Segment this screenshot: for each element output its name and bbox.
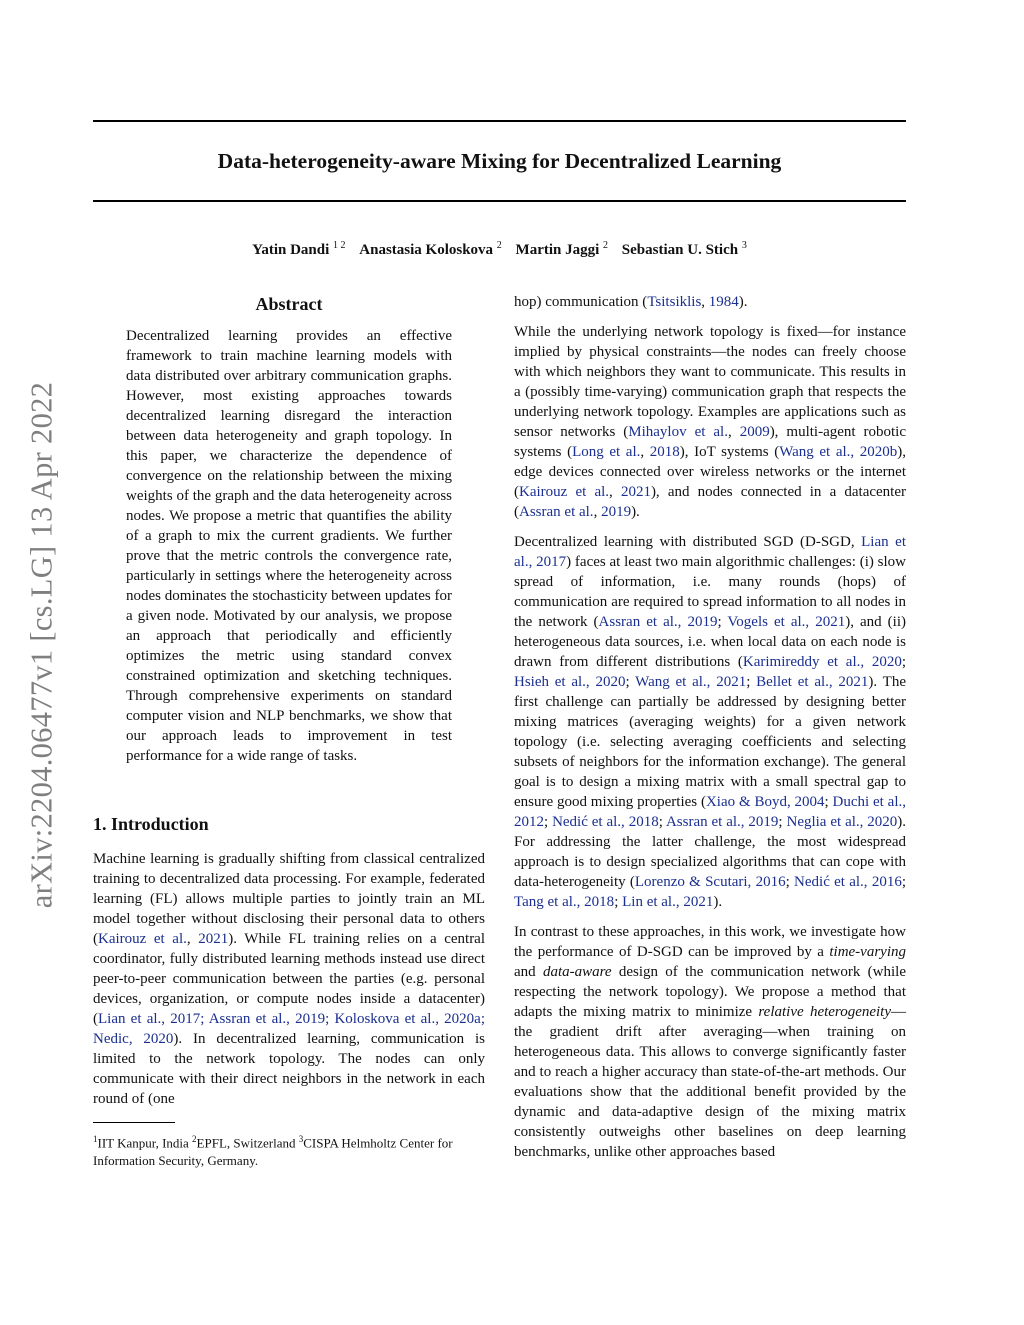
- title-bottom-rule: [93, 200, 906, 202]
- author-list: [93, 236, 906, 260]
- body-paragraph: hop) communication (Tsitsiklis, 1984).: [514, 294, 748, 310]
- author-name: Sebastian U. Stich: [621, 242, 739, 258]
- citation-link[interactable]: Wang et al., 2020b: [779, 444, 898, 460]
- author: [359, 242, 502, 258]
- left-column: [93, 292, 485, 1170]
- citation-link[interactable]: 2021: [620, 484, 651, 500]
- citation-link[interactable]: Tsitsiklis: [647, 294, 702, 310]
- citation-link[interactable]: Nedić et al., 2016: [794, 874, 902, 890]
- citation-link[interactable]: 1984: [708, 294, 739, 310]
- citation-link[interactable]: Kairouz et al.: [98, 931, 187, 947]
- citation-link[interactable]: 2021: [198, 931, 229, 947]
- affiliation-footnote: $^1$IIT Kanpur, India $^2$EPFL, Switzerland $^3$CISPA Helmholtz Center for Information Security, Germany.: [93, 1134, 453, 1169]
- footnote-rule: [93, 1122, 175, 1123]
- citation-link[interactable]: Wang et al., 2021: [635, 674, 747, 690]
- paper-title: Data-heterogeneity-aware Mixing for Decentralized Learning: [217, 149, 782, 173]
- author-name: Martin Jaggi: [515, 242, 600, 258]
- section-heading-introduction: 1. Introduction: [93, 814, 209, 834]
- author: [516, 242, 609, 258]
- author: [252, 242, 345, 258]
- citation-link[interactable]: Duchi et al., 2012: [514, 794, 906, 830]
- citation-link[interactable]: Nedić et al., 2018: [552, 814, 659, 830]
- citation-link[interactable]: Lian et al., 2017; Assran et al., 2019; Koloskova et al., 2020a; Nedic, 2020: [93, 1011, 485, 1047]
- citation-link[interactable]: Tang et al., 2018: [514, 894, 615, 910]
- citation-link[interactable]: Lorenzo & Scutari, 2016: [634, 874, 786, 890]
- arxiv-identifier: arXiv:2204.06477v1 [cs.LG] 13 Apr 2022: [24, 381, 59, 909]
- citation-link[interactable]: Assran et al., 2019: [598, 614, 718, 630]
- citation-link[interactable]: 2018: [649, 444, 680, 460]
- citation-link[interactable]: Assran et al.: [519, 504, 594, 520]
- citation-link[interactable]: Long et al.: [572, 444, 641, 460]
- abstract-text: Decentralized learning provides an effective framework to train machine learning models with data distributed over arbitrary communication graphs. However, most existing approaches towards decentralized learning disregard the interaction between data heterogeneity and graph topology. In this paper, we characterize the dependence of convergence on the relationship between the mixing weights of the graph and the data heterogeneity across nodes. We propose a metric that quantifies the ability of a graph to mix the current gradients. We further prove that the metric controls the convergence rate, particularly in settings where the heterogeneity across nodes dominates the stochasticity between updates for a given node. Motivated by our analysis, we propose an approach that periodically and efficiently optimizes the metric using standard convex constrained optimization and sketching techniques. Through comprehensive experiments on standard computer vision and NLP benchmarks, we show that our approach leads to improvement in test performance for a wide range of tasks.: [126, 328, 452, 764]
- citation-link[interactable]: Xiao & Boyd, 2004: [705, 794, 825, 810]
- title-top-rule: [93, 120, 906, 122]
- citation-link[interactable]: Karimireddy et al., 2020: [742, 654, 902, 670]
- body-paragraph: While the underlying network topology is fixed—for instance implied by physical constraints—the nodes can freely choose with which neighbors they want to communicate. This results in a (possibly time-varying) communication graph that respects the underlying network topology. Examples are applications such as sensor networks (Mihaylov et al., 2009), multi-agent robotic systems (Long et al., 2018), IoT systems (Wang et al., 2020b), edge devices connected over wireless networks or the internet (Kairouz et al., 2021), and nodes connected in a datacenter (Assran et al., 2019).: [514, 324, 907, 520]
- citation-link[interactable]: Mihaylov et al.: [628, 424, 728, 440]
- citation-link[interactable]: Lin et al., 2021: [622, 894, 714, 910]
- citation-link[interactable]: Neglia et al., 2020: [786, 814, 898, 830]
- body-paragraph: Decentralized learning with distributed SGD (D-SGD, Lian et al., 2017) faces at least two main algorithmic challenges: (i) slow spread of information, i.e. many rounds (hops) of communication are required to spread information to all nodes in the network (Assran et al., 2019; Vogels et al., 2021), and (ii) heterogeneous data sources, i.e. when local data on each node is drawn from different distributions (Karimireddy et al., 2020; Hsieh et al., 2020; Wang et al., 2021; Bellet et al., 2021). The first challenge can partially be addressed by designing better mixing matrices (averaging weights) for a given network topology (i.e. selecting averaging coefficients and selecting subsets of neighbors for the information exchange). The general goal is to design a mixing matrix with a small spectral gap to ensure good mixing properties (Xiao & Boyd, 2004; Duchi et al., 2012; Nedić et al., 2018; Assran et al., 2019; Neglia et al., 2020). For addressing the latter challenge, the most widespread approach is to design specialized algorithms that can cope with data-heterogeneity (Lorenzo & Scutari, 2016; Nedić et al., 2016; Tang et al., 2018; Lin et al., 2021).: [514, 534, 907, 910]
- body-paragraph: In contrast to these approaches, in this work, we investigate how the performance of D-SGD can be improved by a time-varying and data-aware design of the communication network (while respecting the network topology). We propose a method that adapts the mixing matrix to minimize relative heterogeneity—the gradient drift after averaging—when training on heterogeneous data. This allows to converge significantly faster and to reach a higher accuracy than state-of-the-art methods. Our evaluations show that the additional benefit provided by the dynamic and data-adaptive design of the mixing matrix consistently outweighs other baselines on deep learning benchmarks, unlike other approaches based: [514, 924, 907, 1160]
- author-affiliation: 1 2: [333, 240, 346, 251]
- author: [622, 242, 747, 258]
- author-affiliation: 2: [496, 240, 502, 251]
- intro-paragraph: Machine learning is gradually shifting from classical centralized training to decentralized data processing. For example, federated learning (FL) allows multiple parties to jointly train an ML model together without disclosing their personal data to others (Kairouz et al., 2021). While FL training relies on a central coordinator, fully distributed learning methods instead use direct peer-to-peer communication between the parties (e.g. personal devices, organization, or compute nodes inside a datacenter) (Lian et al., 2017; Assran et al., 2019; Koloskova et al., 2020a; Nedic, 2020). In decentralized learning, communication is limited to the network topology. The nodes can only communicate with their direct neighbors in the network in each round of (one: [93, 851, 486, 1107]
- author-name: Yatin Dandi: [252, 242, 330, 258]
- author-name: Anastasia Koloskova: [359, 242, 494, 258]
- abstract-heading: Abstract: [255, 294, 323, 314]
- citation-link[interactable]: Assran et al., 2019: [665, 814, 779, 830]
- citation-link[interactable]: 2009: [739, 424, 770, 440]
- citation-link[interactable]: Hsieh et al., 2020: [514, 674, 626, 690]
- citation-link[interactable]: Vogels et al., 2021: [727, 614, 846, 630]
- citation-link[interactable]: 2019: [601, 504, 632, 520]
- citation-link[interactable]: Kairouz et al.: [519, 484, 610, 500]
- citation-link[interactable]: Bellet et al., 2021: [756, 674, 869, 690]
- author-affiliation: 2: [603, 240, 609, 251]
- author-affiliation: 3: [741, 240, 747, 251]
- right-column: [514, 292, 906, 1172]
- citation-link[interactable]: Lian et al., 2017: [514, 534, 906, 570]
